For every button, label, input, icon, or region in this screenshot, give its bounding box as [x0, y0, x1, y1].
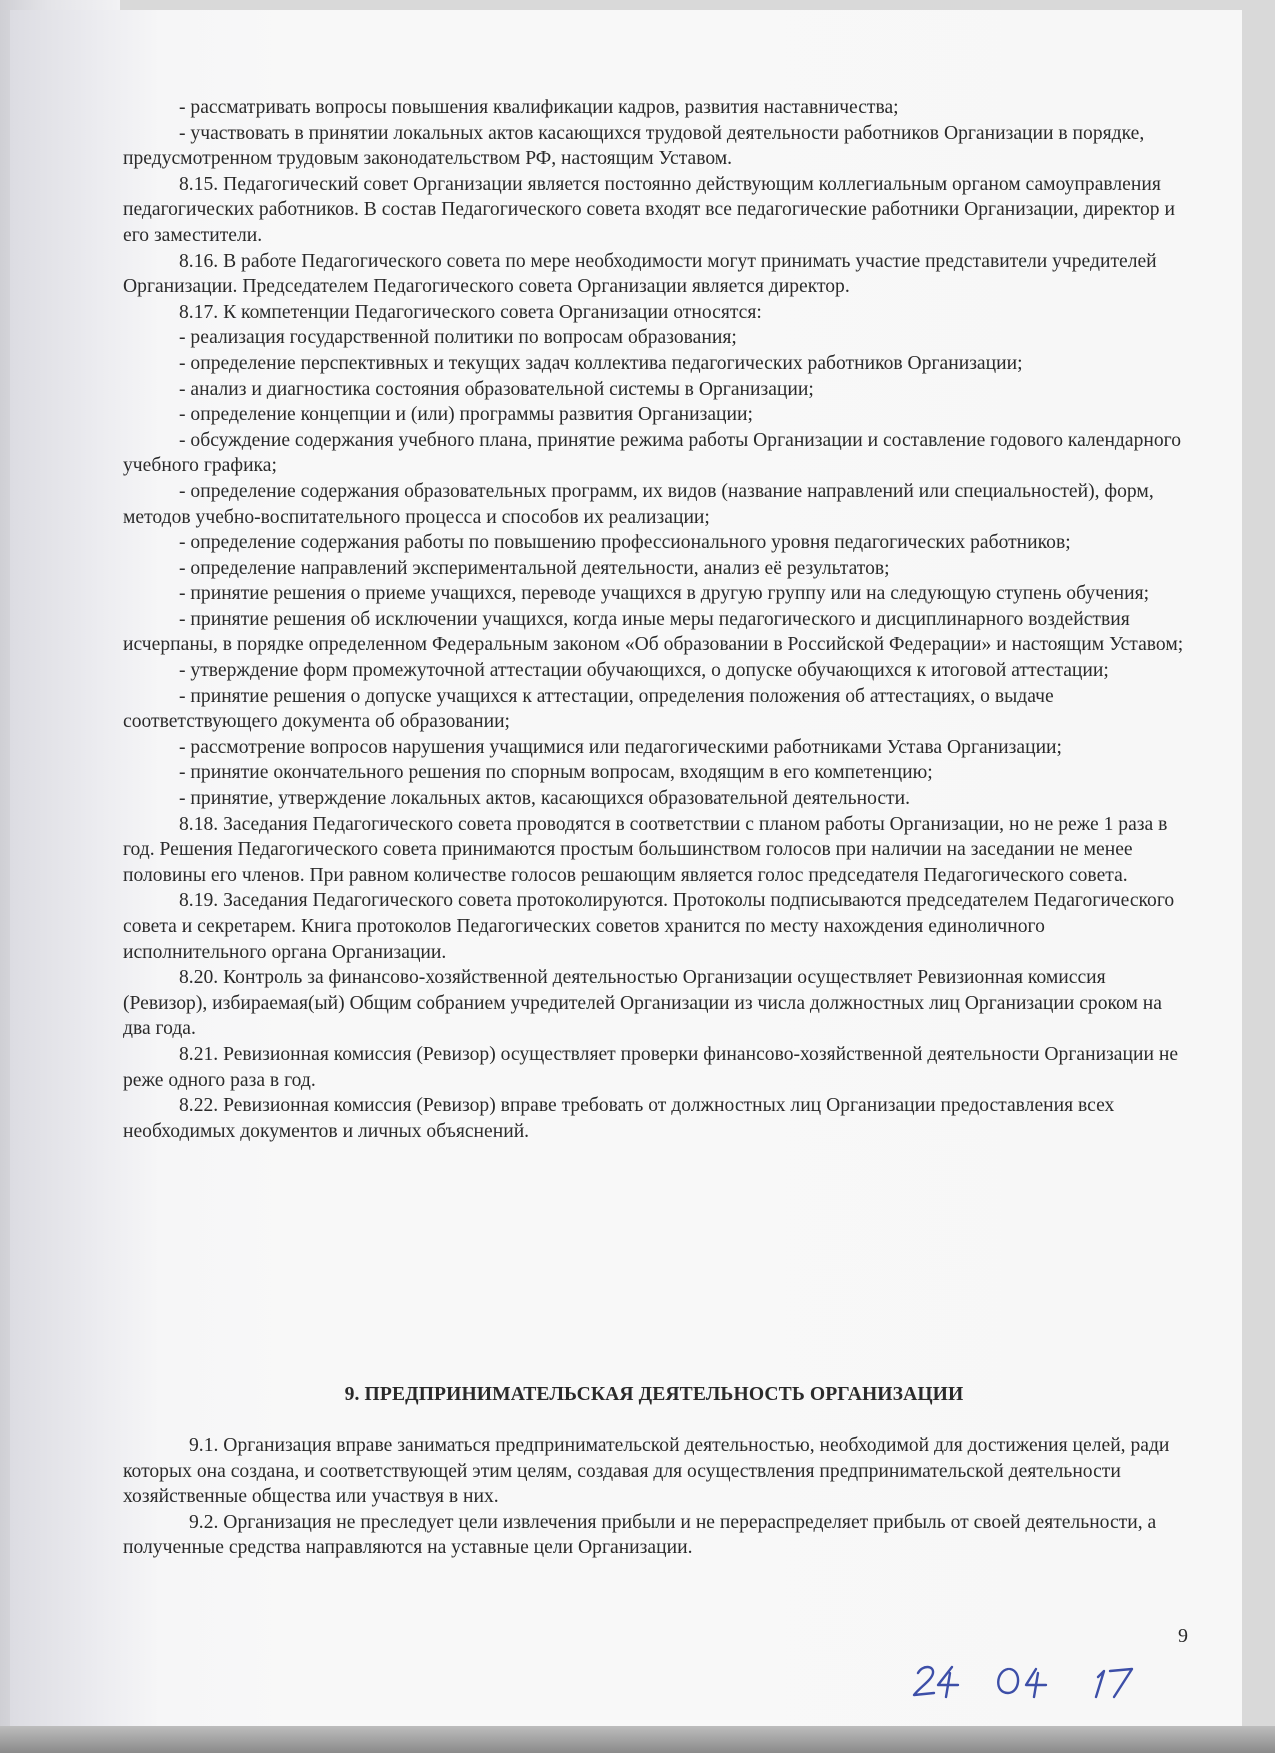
paragraph-8-17: 8.17. К компетенции Педагогического совета Организации относятся:	[179, 301, 762, 323]
paragraph: - рассматривать вопросы повышения квалификации кадров, развития наставничества;	[179, 97, 899, 118]
paragraph-9-1: 9.1. Организация вправе заниматься предпринимательской деятельностью, необходимой для достижения целей, ради которых она создана, и соответствующей этим целям, создавая для осуществления предпринимательской деятельности хозяйственные общества или участвуя в них.	[123, 1435, 1170, 1508]
paragraph-8-15: 8.15. Педагогический совет Организации является постоянно действующим коллегиальным органом самоуправления педагогических работников. В состав Педагогического совета входят все педагогические работники Организации, директор и его заместители.	[123, 173, 1175, 246]
list-item: - принятие решения о допуске учащихся к аттестации, определения положения об аттестациях, о выдаче соответствующего документа об образовании;	[123, 685, 1054, 733]
list-item: - принятие решения о приеме учащихся, переводе учащихся в другую группу или на следующую ступень обучения;	[179, 583, 1150, 605]
list-item: - определение содержания образовательных программ, их видов (название направлений или специальностей), форм, методов учебно-воспитательного процесса и способов их реализации;	[123, 480, 1154, 528]
list-item: - принятие решения об исключении учащихся, когда иные меры педагогического и дисциплинарного воздействия исчерпаны, в порядке определенном Федеральным законом «Об образовании в Российской Федерации» и настоящим Уставом;	[123, 608, 1184, 656]
section-9-heading: 9. ПРЕДПРИНИМАТЕЛЬСКАЯ ДЕЯТЕЛЬНОСТЬ ОРГАНИЗАЦИИ	[344, 1384, 964, 1405]
list-item: - определение концепции и (или) программы развития Организации;	[179, 404, 753, 426]
section-8-body	[123, 95, 1185, 1144]
scan-bottom-edge	[0, 1726, 1275, 1753]
paragraph-8-21: 8.21. Ревизионная комиссия (Ревизор) осуществляет проверки финансово-хозяйственной деятельности Организации не реже одного раза в год.	[123, 1043, 1179, 1091]
paragraph: - участвовать в принятии локальных актов касающихся трудовой деятельности работников Организации в порядке, предусмотренном трудовым законодательством РФ, настоящим Уставом.	[123, 122, 1145, 170]
list-item: - реализация государственной политики по вопросам образования;	[179, 327, 737, 349]
handwritten-date-signature	[900, 1655, 1170, 1705]
list-item: - рассмотрение вопросов нарушения учащимися или педагогическими работниками Устава Организации;	[179, 736, 1062, 758]
list-item: - утверждение форм промежуточной аттестации обучающихся, о допуске обучающихся к итоговой аттестации;	[179, 660, 1109, 682]
list-item: - определение направлений экспериментальной деятельности, анализ её результатов;	[179, 557, 890, 579]
list-item: - анализ и диагностика состояния образовательной системы в Организации;	[179, 378, 814, 400]
page-number: 9	[1178, 1625, 1188, 1647]
list-item: - принятие окончательного решения по спорным вопросам, входящим в его компетенцию;	[179, 762, 933, 784]
list-item: - определение перспективных и текущих задач коллектива педагогических работников Организации;	[179, 352, 1023, 374]
list-item: - принятие, утверждение локальных актов, касающихся образовательной деятельности.	[179, 788, 910, 810]
paragraph-8-18: 8.18. Заседания Педагогического совета проводятся в соответствии с планом работы Организации, но не реже 1 раза в год. Решения Педагогического совета принимаются простым большинством голосов при наличии на заседании не менее половины его членов. При равном количестве голосов решающим является голос председателя Педагогического совета.	[123, 813, 1168, 886]
paragraph-8-19: 8.19. Заседания Педагогического совета протоколируются. Протоколы подписываются председателем Педагогического совета и секретарем. Книга протоколов Педагогических советов хранится по месту нахождения единоличного исполнительного органа Организации.	[123, 890, 1175, 963]
section-9-body	[123, 1433, 1185, 1561]
paragraph-8-22: 8.22. Ревизионная комиссия (Ревизор) вправе требовать от должностных лиц Организации предоставления всех необходимых документов и личных объяснений.	[123, 1095, 1115, 1142]
paragraph-8-16: 8.16. В работе Педагогического совета по мере необходимости могут принимать участие представители учредителей Организации. Председателем Педагогического совета Организации является директор.	[123, 250, 1157, 298]
list-item: - обсуждение содержания учебного плана, принятие режима работы Организации и составление годового календарного учебного графика;	[123, 429, 1182, 477]
list-item: - определение содержания работы по повышению профессионального уровня педагогических работников;	[179, 532, 1071, 554]
paragraph-9-2: 9.2. Организация не преследует цели извлечения прибыли и не перераспределяет прибыль от своей деятельности, а полученные средства направляются на уставные цели Организации.	[123, 1511, 1157, 1559]
paragraph-8-20: 8.20. Контроль за финансово-хозяйственной деятельностью Организации осуществляет Ревизионная комиссия (Ревизор), избираемая(ый) Общим собранием учредителей Организации из числа должностных лиц Организации сроком на два года.	[123, 967, 1162, 1040]
